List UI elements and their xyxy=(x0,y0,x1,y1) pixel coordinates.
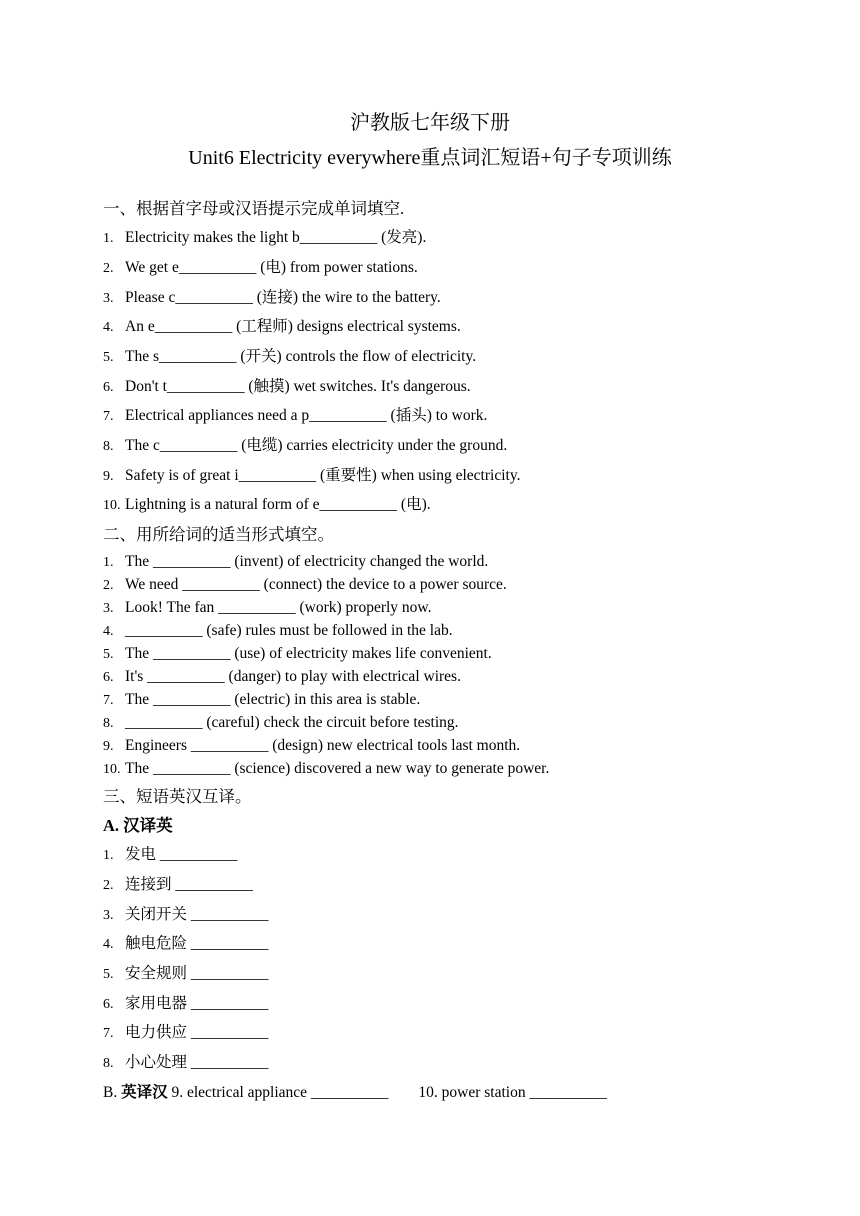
item-text: The __________ (invent) of electricity changed the world. xyxy=(125,553,489,570)
section2-item xyxy=(103,598,432,619)
item-text: 关闭开关 __________ xyxy=(125,906,269,923)
item-number: 5. xyxy=(103,350,114,365)
item-text: 发电 __________ xyxy=(125,846,238,863)
item-number: 3. xyxy=(103,908,114,923)
page-title: 沪教版七年级下册 xyxy=(350,112,510,134)
part-b-prefix: B. xyxy=(103,1084,122,1101)
section2-item xyxy=(103,690,420,711)
item-text: The __________ (electric) in this area is stable. xyxy=(125,691,421,708)
item-number: 9. xyxy=(103,469,114,484)
item-number: 2. xyxy=(103,261,114,276)
section2-heading: 二、用所给词的适当形式填空。 xyxy=(103,525,334,544)
section1-item xyxy=(103,347,476,368)
item-number: 5. xyxy=(103,647,114,662)
section1-item xyxy=(103,258,418,279)
item-number: 7. xyxy=(103,409,114,424)
item-number: 2. xyxy=(103,578,114,593)
item-text: The s__________ (开关) controls the flow of electricity. xyxy=(125,348,477,365)
part-a-item xyxy=(103,875,253,896)
item-number: 3. xyxy=(103,601,114,616)
item-number: 7. xyxy=(103,1026,114,1041)
item-number: 1. xyxy=(103,848,114,863)
part-a-item xyxy=(103,1023,268,1044)
section2-item xyxy=(103,644,492,665)
item-number: 6. xyxy=(103,670,114,685)
item-number: 4. xyxy=(103,937,114,952)
page-subtitle: Unit6 Electricity everywhere重点词汇短语+句子专项训练 xyxy=(188,147,672,169)
item-number: 6. xyxy=(103,380,114,395)
item-number: 10. xyxy=(103,498,121,513)
section1-item xyxy=(103,436,507,457)
part-a-item xyxy=(103,1053,268,1074)
section1-item xyxy=(103,377,471,398)
item-number: 9. xyxy=(103,739,114,754)
item-number: 4. xyxy=(103,320,114,335)
item-text: __________ (safe) rules must be followed in the lab. xyxy=(125,622,453,639)
item-text: __________ (careful) check the circuit before testing. xyxy=(125,714,459,731)
part-a-item xyxy=(103,934,268,955)
section2-item xyxy=(103,759,549,780)
section3-heading: 三、短语英汉互译。 xyxy=(103,787,252,806)
section1-item xyxy=(103,495,431,516)
part-b-item-10: 10. power station __________ xyxy=(418,1084,607,1101)
section1-item xyxy=(103,466,520,487)
item-text: It's __________ (danger) to play with electrical wires. xyxy=(125,668,461,685)
section2-item xyxy=(103,667,461,688)
part-a-item xyxy=(103,905,268,926)
item-number: 6. xyxy=(103,997,114,1012)
item-text: 家用电器 __________ xyxy=(125,995,269,1012)
item-number: 1. xyxy=(103,555,114,570)
part-b-line xyxy=(103,1083,607,1103)
item-number: 8. xyxy=(103,439,114,454)
item-number: 4. xyxy=(103,624,114,639)
item-text: Safety is of great i__________ (重要性) when using electricity. xyxy=(125,467,521,484)
item-text: Please c__________ (连接) the wire to the battery. xyxy=(125,289,441,306)
item-number: 7. xyxy=(103,693,114,708)
section1-item xyxy=(103,288,441,309)
item-number: 1. xyxy=(103,231,114,246)
item-text: 电力供应 __________ xyxy=(125,1024,269,1041)
item-text: 触电危险 __________ xyxy=(125,935,269,952)
item-text: The __________ (science) discovered a new way to generate power. xyxy=(125,760,550,777)
item-text: We get e__________ (电) from power stations. xyxy=(125,259,418,276)
section1-item xyxy=(103,406,487,427)
section2-item xyxy=(103,575,507,596)
item-text: Lightning is a natural form of e__________ (电). xyxy=(125,496,431,513)
item-text: 安全规则 __________ xyxy=(125,965,269,982)
item-number: 10. xyxy=(103,762,121,777)
section2-item xyxy=(103,736,520,757)
part-a-item xyxy=(103,994,268,1015)
item-text: 连接到 __________ xyxy=(125,876,253,893)
item-number: 3. xyxy=(103,291,114,306)
item-text: Engineers __________ (design) new electrical tools last month. xyxy=(125,737,521,754)
section1-item xyxy=(103,317,461,338)
part-a-heading: A. 汉译英 xyxy=(103,816,173,835)
item-text: The __________ (use) of electricity makes life convenient. xyxy=(125,645,492,662)
item-text: An e__________ (工程师) designs electrical systems. xyxy=(125,318,461,335)
item-text: The c__________ (电缆) carries electricity under the ground. xyxy=(125,437,508,454)
section2-item xyxy=(103,713,459,734)
item-text: We need __________ (connect) the device to a power source. xyxy=(125,576,507,593)
item-text: Look! The fan __________ (work) properly now. xyxy=(125,599,432,616)
part-a-item xyxy=(103,845,237,866)
item-number: 2. xyxy=(103,878,114,893)
item-text: Electrical appliances need a p__________ (插头) to work. xyxy=(125,407,488,424)
part-b-heading: 英译汉 xyxy=(121,1084,168,1101)
section1-item xyxy=(103,228,426,249)
item-text: Electricity makes the light b__________ (发亮). xyxy=(125,229,427,246)
item-number: 8. xyxy=(103,716,114,731)
section1-heading: 一、根据首字母或汉语提示完成单词填空. xyxy=(103,199,405,218)
section2-item xyxy=(103,552,488,573)
item-text: Don't t__________ (触摸) wet switches. It's dangerous. xyxy=(125,378,471,395)
item-number: 8. xyxy=(103,1056,114,1071)
item-number: 5. xyxy=(103,967,114,982)
part-a-item xyxy=(103,964,268,985)
section2-item xyxy=(103,621,453,642)
part-b-item-9: 9. electrical appliance __________ xyxy=(167,1084,389,1101)
item-text: 小心处理 __________ xyxy=(125,1054,269,1071)
